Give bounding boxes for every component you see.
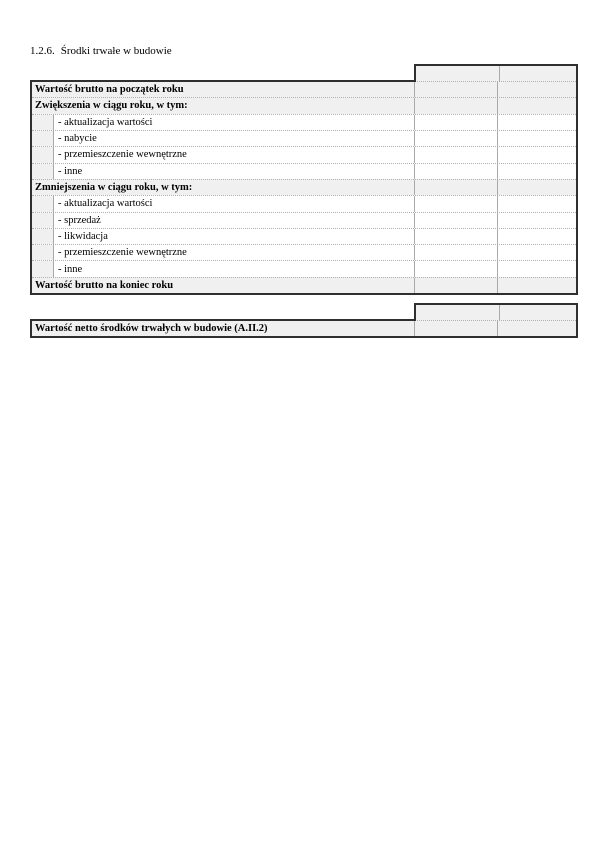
value-cell bbox=[497, 245, 576, 260]
net-value-table bbox=[30, 320, 578, 338]
value-cell bbox=[497, 229, 576, 244]
row-label: - sprzedaż bbox=[53, 213, 414, 228]
row-label: - nabycie bbox=[53, 131, 414, 146]
value-cell bbox=[414, 245, 497, 260]
year-header-cell bbox=[416, 66, 499, 81]
row-label: Zmniejszenia w ciągu roku, w tym: bbox=[35, 182, 193, 194]
table-row bbox=[32, 114, 576, 130]
value-cell bbox=[414, 82, 497, 97]
indent-cell bbox=[32, 115, 53, 130]
value-cell bbox=[497, 278, 576, 293]
section-title bbox=[30, 45, 172, 57]
summary-table-year-header bbox=[414, 303, 578, 320]
fixed-assets-table bbox=[30, 81, 578, 295]
table-top-border bbox=[30, 80, 416, 82]
value-cell bbox=[497, 213, 576, 228]
table-row bbox=[32, 260, 576, 276]
indent-cell bbox=[32, 131, 53, 146]
indent-cell bbox=[32, 164, 53, 179]
value-cell bbox=[497, 261, 576, 276]
indent-cell bbox=[32, 196, 53, 211]
year-header-cell bbox=[416, 305, 499, 320]
table-row bbox=[32, 81, 576, 97]
row-label: - aktualizacja wartości bbox=[53, 196, 414, 211]
value-cell bbox=[414, 321, 497, 336]
value-cell bbox=[497, 147, 576, 162]
table-row bbox=[32, 320, 576, 336]
value-cell bbox=[497, 82, 576, 97]
value-cell bbox=[414, 115, 497, 130]
value-cell bbox=[497, 180, 576, 195]
row-label: - aktualizacja wartości bbox=[53, 115, 414, 130]
indent-cell bbox=[32, 147, 53, 162]
row-label: Wartość brutto na początek roku bbox=[35, 84, 184, 96]
table-top-border bbox=[30, 319, 416, 321]
row-label: - inne bbox=[53, 261, 414, 276]
table-row bbox=[32, 163, 576, 179]
table-row bbox=[32, 244, 576, 260]
value-cell bbox=[497, 321, 576, 336]
main-table-year-header bbox=[414, 64, 578, 81]
indent-cell bbox=[32, 213, 53, 228]
value-cell bbox=[414, 261, 497, 276]
row-label: - przemieszczenie wewnętrzne bbox=[53, 245, 414, 260]
value-cell bbox=[414, 229, 497, 244]
value-cell bbox=[414, 213, 497, 228]
value-cell bbox=[414, 180, 497, 195]
row-label: Wartość netto środków trwałych w budowie (A.II.2) bbox=[35, 323, 268, 334]
row-label: Wartość brutto na koniec roku bbox=[35, 279, 174, 291]
value-cell bbox=[414, 278, 497, 293]
value-cell bbox=[497, 131, 576, 146]
table-row bbox=[32, 146, 576, 162]
value-cell bbox=[414, 196, 497, 211]
value-cell bbox=[497, 196, 576, 211]
table-row bbox=[32, 277, 576, 293]
value-cell bbox=[497, 98, 576, 113]
indent-cell bbox=[32, 229, 53, 244]
year-header-cell bbox=[499, 66, 576, 81]
value-cell bbox=[414, 164, 497, 179]
value-cell bbox=[497, 115, 576, 130]
row-label: - inne bbox=[53, 164, 414, 179]
row-label: Zwiększenia w ciągu roku, w tym: bbox=[35, 100, 188, 112]
table-row bbox=[32, 179, 576, 195]
row-label: - likwidacja bbox=[53, 229, 414, 244]
table-row bbox=[32, 195, 576, 211]
value-cell bbox=[414, 131, 497, 146]
section-title-text: Środki trwałe w budowie bbox=[60, 45, 172, 57]
indent-cell bbox=[32, 245, 53, 260]
table-row bbox=[32, 212, 576, 228]
table-row bbox=[32, 97, 576, 113]
row-label: - przemieszczenie wewnętrzne bbox=[53, 147, 414, 162]
table-row bbox=[32, 228, 576, 244]
table-row bbox=[32, 130, 576, 146]
value-cell bbox=[414, 147, 497, 162]
indent-cell bbox=[32, 261, 53, 276]
section-number: 1.2.6. bbox=[30, 45, 55, 57]
value-cell bbox=[497, 164, 576, 179]
year-header-cell bbox=[499, 305, 576, 320]
value-cell bbox=[414, 98, 497, 113]
